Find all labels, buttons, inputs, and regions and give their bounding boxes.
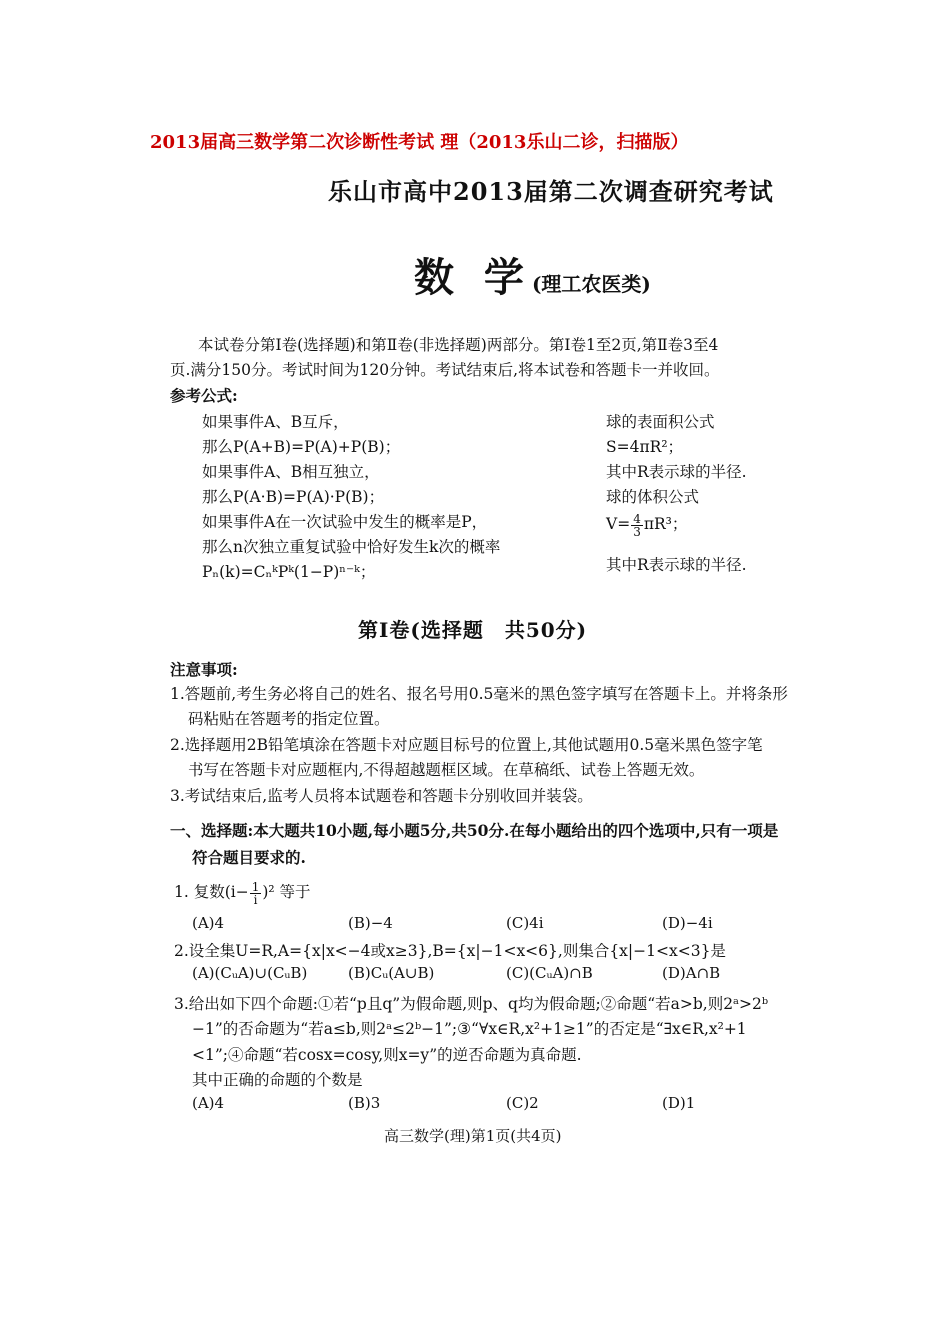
volume-suffix: πR³； <box>643 515 688 533</box>
q1-option-a: (A)4 <box>192 914 225 932</box>
q3-option-a: (A)4 <box>192 1094 225 1112</box>
question-3-line-4: 其中正确的命题的个数是 <box>192 1071 363 1089</box>
intro-line-2: 页.满分150分。考试时间为120分钟。考试结束后,将本试卷和答题卡一并收回。 <box>170 361 720 379</box>
q2-option-d: (D)A∩B <box>662 964 721 982</box>
question-1-stem <box>174 880 311 906</box>
formula-left-1: 如果事件A、B互斥， <box>202 413 349 431</box>
formula-right-1: 球的表面积公式 <box>606 413 715 431</box>
q3-option-b: (B)3 <box>348 1094 381 1112</box>
section-title: 第Ⅰ卷(选择题 共50分) <box>358 618 588 642</box>
q1-fraction <box>250 881 262 906</box>
formula-right-3: 其中R表示球的半径. <box>606 463 747 481</box>
formula-left-2: 那么P(A+B)=P(A)+P(B)； <box>202 438 401 456</box>
formula-right-4: 球的体积公式 <box>606 488 700 506</box>
question-3-line-1: 3.给出如下四个命题:①若“p且q”为假命题,则p、q均为假命题;②命题“若a>b,则2ᵃ>2ᵇ <box>174 995 769 1013</box>
volume-fraction-numerator: 4 <box>633 511 641 526</box>
formula-left-4: 那么P(A·B)=P(A)·P(B)； <box>202 488 385 506</box>
sphere-volume-formula <box>606 512 687 538</box>
question-2-stem: 2.设全集U=R,A={x|x<−4或x≥3},B={x|−1<x<6},则集合{x|−1<x<3}是 <box>174 942 726 960</box>
subject-category: (理工农医类) <box>531 272 651 296</box>
q2-option-b: (B)Cᵤ(A∪B) <box>348 964 435 982</box>
q3-option-d: (D)1 <box>662 1094 696 1112</box>
q1-prefix: 1. 复数(i− <box>174 883 249 901</box>
subject-heading <box>414 246 651 303</box>
formula-left-7: Pₙ(k)=CₙᵏPᵏ(1−P)ⁿ⁻ᵏ； <box>202 563 376 581</box>
subject-name: 数 学 <box>414 254 532 301</box>
reference-label: 参考公式: <box>170 386 238 405</box>
q1-fraction-denominator: i <box>253 892 258 907</box>
note-1-line-2: 码粘贴在答题考的指定位置。 <box>188 710 390 728</box>
note-2-line-1: 2.选择题用2B铅笔填涂在答题卡对应题目标号的位置上,其他试题用0.5毫米黑色签字笔 <box>170 736 763 754</box>
q1-option-c: (C)4i <box>506 914 544 932</box>
volume-fraction <box>631 513 643 538</box>
document-red-title: 2013届高三数学第二次诊断性考试 理（2013乐山二诊，扫描版） <box>150 132 689 153</box>
question-3-line-3: <1”;④命题“若cosx=cosy,则x=y”的逆否命题为真命题. <box>192 1046 582 1064</box>
q1-option-b: (B)−4 <box>348 914 393 932</box>
q2-option-c: (C)(CᵤA)∩B <box>506 964 593 982</box>
page-footer: 高三数学(理)第1页(共4页) <box>384 1127 562 1145</box>
note-3: 3.考试结束后,监考人员将本试题卷和答题卡分别收回并装袋。 <box>170 787 593 805</box>
q2-option-a: (A)(CᵤA)∪(CᵤB) <box>192 964 308 982</box>
formula-right-6: 其中R表示球的半径. <box>606 556 747 574</box>
exam-title: 乐山市高中2013届第二次调查研究考试 <box>328 177 774 206</box>
note-2-line-2: 书写在答题卡对应题框内,不得超越题框区域。在草稿纸、试卷上答题无效。 <box>188 761 705 779</box>
formula-left-5: 如果事件A在一次试验中发生的概率是P， <box>202 513 488 531</box>
part1-instruction-line-2: 符合题目要求的. <box>192 848 306 867</box>
notes-label: 注意事项: <box>170 660 238 679</box>
question-3-line-2: −1”的否命题为“若a≤b,则2ᵃ≤2ᵇ−1”;③“∀x∈R,x²+1≥1”的否定是“∃x∈R,x²+1 <box>192 1020 747 1038</box>
note-1-line-1: 1.答题前,考生务必将自己的姓名、报名号用0.5毫米的黑色签字填写在答题卡上。并将条形 <box>170 685 788 703</box>
formula-left-6: 那么n次独立重复试验中恰好发生k次的概率 <box>202 538 501 556</box>
formula-left-3: 如果事件A、B相互独立， <box>202 463 380 481</box>
q1-option-d: (D)−4i <box>662 914 713 932</box>
part1-instruction-line-1: 一、选择题:本大题共10小题,每小题5分,共50分.在每小题给出的四个选项中,只有一项是 <box>170 821 779 840</box>
intro-line-1: 本试卷分第Ⅰ卷(选择题)和第Ⅱ卷(非选择题)两部分。第Ⅰ卷1至2页,第Ⅱ卷3至4 <box>198 336 719 354</box>
formula-right-2: S=4πR²； <box>606 438 684 456</box>
q3-option-c: (C)2 <box>506 1094 539 1112</box>
q1-suffix: )² 等于 <box>262 883 311 901</box>
q1-fraction-numerator: 1 <box>251 879 260 894</box>
volume-fraction-denominator: 3 <box>633 524 641 539</box>
volume-prefix: V= <box>606 515 631 533</box>
